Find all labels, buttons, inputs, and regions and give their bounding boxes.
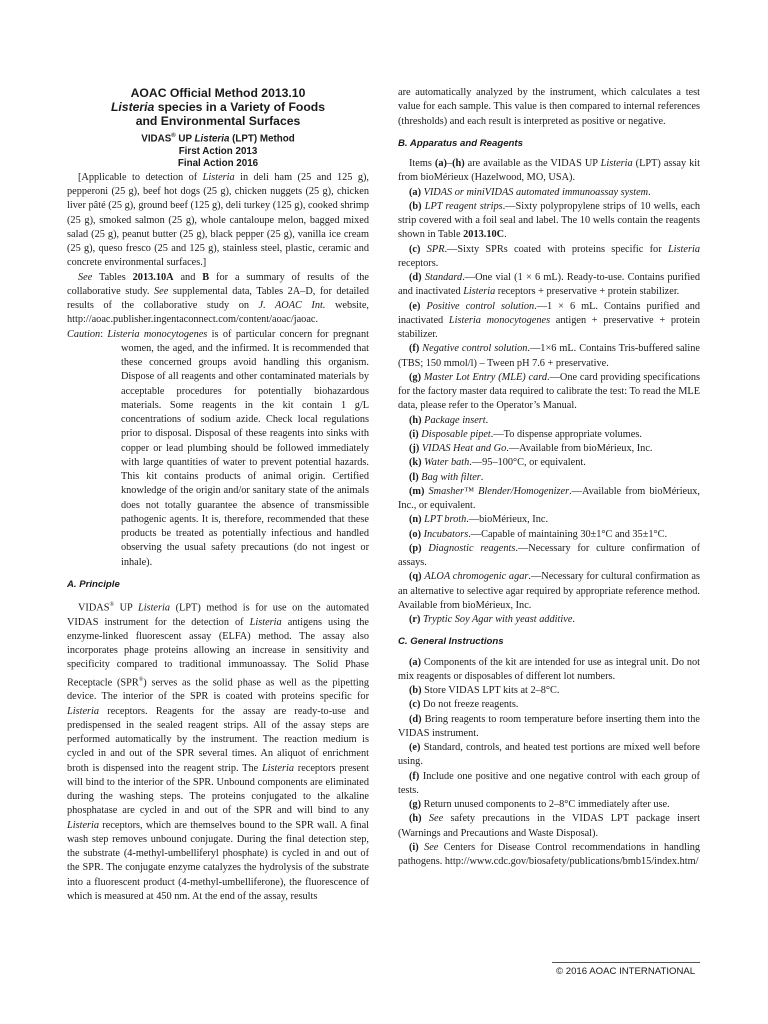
item-text: .—Necessary for culture confirmation of assays. xyxy=(398,542,700,568)
item-label: (n) xyxy=(409,514,422,526)
pr-h: receptors, which are themselves bound to the SPR wall. A final wash step removes unbound conjugate. During the final detection step, the substrate (4-methyl-umbelliferyl phosphate) is cycled in and out of the SPR. The conjugate enzyme catalyzes the hydrolysis of the substrate into a fluorescent product (4-methyl-umbelliferone), the fluorescence of which is measured at 450 nm. At the end of the assay, results xyxy=(67,819,369,902)
item-text: .—95–100°C, or equivalent. xyxy=(469,457,586,469)
pr-reg2: ® xyxy=(138,676,144,683)
item-table-ref: 2013.10C xyxy=(463,229,505,241)
item-name: Tryptic Soy Agar with yeast additive xyxy=(423,614,573,625)
instruction-item xyxy=(398,770,700,799)
item-text: Do not freeze reagents. xyxy=(420,699,519,711)
item-see: See xyxy=(424,841,439,853)
apparatus-item xyxy=(398,613,700,627)
bi-a: Items xyxy=(409,158,435,169)
section-c-heading: C. General Instructions xyxy=(398,636,504,648)
item-name: VIDAS or miniVIDAS automated immunoassay system xyxy=(423,186,649,198)
caution-text: is of particular concern for pregnant women, the aged, and the infirmed. It is recommended that these concerned groups avoid handling this organism. Dispose of all reagents and other contaminated materials by acceptable procedures for potentially biohazardous materials. Some reagents in the kit contain 1 g/L concentrations of sodium azide. Check local regulations prior to disposal. Disposal of these reagents into sinks with copper or lead plumbing should be followed immediately with large quantities of water to prevent potential hazards. This kit contains products of animal origin. Certified knowledge of the origin and/or sanitary state of the animals does not totally guarantee the absence of transmissible pathogenic agents. It is, therefore, recommended that these products be treated as potentially infectious and handled observing the usual safety precautions (do not ingest or inhale). xyxy=(121,328,370,568)
item-label: (e) xyxy=(409,300,421,312)
caution-label: Caution xyxy=(67,328,101,340)
pr-i3: Listeria xyxy=(67,705,100,717)
pr-reg: ® xyxy=(109,602,115,609)
item-name: Positive control solution xyxy=(426,300,535,312)
section-a-heading: A. Principle xyxy=(67,578,120,590)
applic-b: in deli ham (25 and 125 g), pepperoni (25 g), beef hot dogs (25 g), chicken nuggets (25 g), chicken liver pâté (25 g), ground beef (125 g), deli turkey (125 g), cooked shrimp (25 g), smoked salmon (25 g), whole cantaloupe melon, bagged mixed salad (25 g), peanut butter (25 g), black pepper (25 g), vanilla ice cream (25 g), queso fresco (25 and 125 g), stainless steel, plastic, ceramic and concrete environmental surfaces.] xyxy=(67,171,369,269)
item-label: (c) xyxy=(409,243,421,255)
bi-b2: (h) xyxy=(452,158,465,169)
principle-paragraph xyxy=(67,598,369,904)
see-i: See xyxy=(78,271,93,283)
caution-colon: : xyxy=(100,328,108,340)
item-text: .—Available from bioMérieux, Inc. xyxy=(506,443,653,454)
see-i2: See xyxy=(154,285,169,297)
caution-paragraph xyxy=(67,328,370,570)
item-text: .—One card providing specifications for the factory master data required to calibrate the test: To read the MLE data, please refer to the Operator’s Manual. xyxy=(398,371,700,412)
item-organism: Listeria monocytogenes xyxy=(448,314,551,326)
item-name: Disposable pipet xyxy=(421,428,491,440)
apparatus-item xyxy=(398,243,700,272)
applic-a: [Applicable to detection of xyxy=(78,171,203,183)
item-label: (h) xyxy=(409,414,422,426)
footer-rule xyxy=(552,962,700,963)
item-label: (a) xyxy=(409,656,422,668)
item-name: Smasher™ Blender/Homogenizer xyxy=(428,485,570,497)
item-label: (q) xyxy=(409,571,422,583)
item-name: Negative control solution xyxy=(422,343,528,355)
apparatus-item xyxy=(398,414,700,428)
pr-i2: Listeria xyxy=(249,616,282,628)
instruction-item xyxy=(398,656,700,685)
item-text: Include one positive and one negative control with each group of tests. xyxy=(398,770,700,796)
apparatus-item xyxy=(398,485,700,514)
apparatus-item xyxy=(398,471,700,485)
item-text: .—Sixty polypropylene strips of 10 wells, each strip covered with a foil seal and label. The 10 wells contain the reagents shown in Table xyxy=(398,200,701,241)
apparatus-item xyxy=(398,428,700,442)
item-label: (b) xyxy=(409,200,422,212)
item-label: (b) xyxy=(409,685,422,696)
pr-g: receptors present will bind to the interior of the SPR. Unbound components are eliminated during the washing steps. The proteins conjugated to the alkaline phosphatase are cycled in and out of the SPR and will bind to any xyxy=(67,762,370,817)
instructions-list xyxy=(398,656,700,870)
item-text: .—Necessary for cultural confirmation as an alternative to selective agar required by appropriate reference method. Available from bioMérieux, Inc. xyxy=(398,571,700,611)
item-label: (i) xyxy=(409,841,419,853)
apparatus-item xyxy=(398,542,700,571)
instruction-item xyxy=(398,812,700,841)
title-line-1-rest: species in a Variety of Foods xyxy=(154,100,326,114)
item-name: LPT reagent strips xyxy=(424,200,503,212)
apparatus-intro xyxy=(398,157,700,186)
item-name: SPR xyxy=(426,243,445,255)
item-text-tail: receptors. xyxy=(398,257,439,269)
item-name: Bag with filter xyxy=(421,471,481,483)
bi-e: (LPT) assay kit from bioMérieux (Hazelwood, MO, USA). xyxy=(398,158,701,184)
item-label: (f) xyxy=(409,343,420,355)
item-label: (m) xyxy=(409,485,425,497)
item-text: .—Available from bioMérieux, Inc., or equivalent. xyxy=(398,485,700,511)
item-label: (g) xyxy=(409,799,422,810)
item-label: (o) xyxy=(409,528,422,540)
item-organism: Listeria xyxy=(463,286,496,298)
item-text-tail: . xyxy=(504,229,507,241)
apparatus-item xyxy=(398,442,700,456)
bi-b1: (a) xyxy=(434,158,447,169)
item-name: LPT broth xyxy=(424,514,467,526)
see-b2: B xyxy=(202,271,210,283)
footer-copyright: © 2016 AOAC INTERNATIONAL xyxy=(556,966,696,977)
item-label: (i) xyxy=(409,428,419,440)
item-text: Store VIDAS LPT kits at 2–8°C. xyxy=(421,685,560,696)
item-text: safety precautions in the VIDAS LPT package insert (Warnings and Precautions and Waste Disposal). xyxy=(398,813,701,839)
instruction-item xyxy=(398,798,700,812)
apparatus-item xyxy=(398,271,700,300)
see-tables-paragraph xyxy=(67,271,369,328)
first-action: First Action 2013 xyxy=(178,145,258,157)
method-title-line-1 xyxy=(67,100,369,114)
caution-block xyxy=(67,328,369,570)
bi-d: are available as the VIDAS UP xyxy=(464,158,601,169)
item-text: . xyxy=(485,414,489,426)
pr-a: VIDAS xyxy=(78,602,110,614)
instruction-item xyxy=(398,841,700,870)
applicability-paragraph xyxy=(67,171,369,271)
method-title-line-2: and Environmental Surfaces xyxy=(135,114,301,128)
instruction-item xyxy=(398,684,700,698)
apparatus-item xyxy=(398,513,700,527)
apparatus-list xyxy=(398,186,700,628)
apparatus-item xyxy=(398,342,700,371)
apparatus-item xyxy=(398,456,700,470)
item-label: (d) xyxy=(409,272,422,283)
method-title-block xyxy=(67,86,369,171)
instruction-item xyxy=(398,713,700,742)
item-name: VIDAS Heat and Go xyxy=(421,443,507,454)
item-text: . xyxy=(572,614,575,625)
item-text: .—One vial (1 × 6 mL). Ready-to-use. Contains purified and inactivated xyxy=(398,272,701,298)
item-text: Return unused components to 2–8°C immediately after use. xyxy=(421,799,670,810)
apparatus-item xyxy=(398,570,700,613)
applic-i: Listeria xyxy=(202,171,235,183)
item-name: Standard xyxy=(424,272,463,283)
item-text: Bring reagents to room temperature before inserting them into the VIDAS instrument. xyxy=(398,713,700,739)
method-name-b: UP xyxy=(175,133,195,145)
item-text: Standard, controls, and heated test portions are mixed well before using. xyxy=(398,742,700,768)
item-label: (k) xyxy=(409,457,422,469)
pr-f: receptors. Reagents for the assay are ready-to-use and predispensed in the sealed reagent strips. All of the assay steps are performed automatically by the instrument. The reaction medium is cycled in and out of the SPR several times. An aliquot of enrichment broth is dispensed into the reagent strip. The xyxy=(67,705,369,774)
pr-i5: Listeria xyxy=(67,819,100,831)
item-label: (l) xyxy=(409,471,419,483)
item-see: See xyxy=(428,813,444,825)
item-label: (p) xyxy=(409,542,422,554)
title-genus: Listeria xyxy=(110,100,155,114)
item-label: (c) xyxy=(409,699,421,711)
see-a: Tables xyxy=(92,271,133,283)
see-f: website, http://aoac.publisher.ingentaconnect.com/content/aoac/jaoac. xyxy=(67,300,369,326)
item-label: (h) xyxy=(409,813,422,825)
bi-c: – xyxy=(446,158,453,169)
section-b-heading: B. Apparatus and Reagents xyxy=(398,137,523,149)
see-i3: J. AOAC Int. xyxy=(258,300,326,312)
item-name: Diagnostic reagents xyxy=(428,542,516,554)
apparatus-item xyxy=(398,371,700,414)
item-text-tail: receptors + preservative + protein stabilizer. xyxy=(495,286,680,298)
item-label: (d) xyxy=(409,713,422,725)
item-label: (f) xyxy=(409,770,420,782)
method-name xyxy=(67,130,369,146)
see-d: for a summary of results of the collaborative study. xyxy=(67,271,369,297)
item-label: (g) xyxy=(409,371,422,383)
item-name: Package insert xyxy=(424,414,486,426)
item-label: (r) xyxy=(409,614,421,625)
right-column xyxy=(398,86,700,869)
pr-i1: Listeria xyxy=(137,602,171,614)
pr-b: UP xyxy=(114,602,138,614)
pr-c: (LPT) method is for use on the automated VIDAS instrument for the detection of xyxy=(67,602,369,628)
item-name: Incubators xyxy=(423,528,469,540)
instruction-item xyxy=(398,741,700,770)
item-name: Master Lot Entry (MLE) card xyxy=(423,371,548,383)
see-e: supplemental data, Tables 2A–D, for detailed results of the collaborative study on xyxy=(67,285,369,312)
item-text: . xyxy=(480,471,484,483)
method-name-genus: Listeria xyxy=(194,133,230,145)
pr-i4: Listeria xyxy=(261,762,294,774)
item-text: .—1×6 mL. Contains Tris-buffered saline (TBS; 150 mmol/l) – Tween pH 7.6 + preservative. xyxy=(398,343,701,369)
item-text: .—1 × 6 mL. Contains purified and inactivated xyxy=(398,300,700,326)
pr-d: antigens using the enzyme-linked fluorescent assay (ELFA) method. The assay also incorporates phage proteins allowing an increase in sensitivity and specificity compared to traditional immunoassay. The Solid Phase Receptacle (SPR xyxy=(67,616,369,689)
item-text: .—Capable of maintaining 30±1°C and 35±1°C. xyxy=(468,528,668,540)
instruction-item xyxy=(398,698,700,712)
method-number: AOAC Official Method 2013.10 xyxy=(130,86,306,100)
item-text: Components of the kit are intended for use as integral unit. Do not mix reagents or disposables of different lot numbers. xyxy=(398,656,700,682)
left-column xyxy=(67,86,369,904)
method-name-reg: ® xyxy=(171,133,176,139)
pr-e: ) serves as the solid phase as well as the pipetting device. The interior of the SPR is coated with proteins specific for xyxy=(67,677,369,703)
item-label: (j) xyxy=(409,443,420,454)
item-label: (a) xyxy=(409,186,422,198)
apparatus-item xyxy=(398,200,700,243)
principle-continuation: are automatically analyzed by the instrument, which calculates a test value for each sample. This value is then compared to internal references (thresholds) and each result is interpreted as positive or negative. xyxy=(398,87,700,127)
item-text: Centers for Disease Control recommendations in handling pathogens. http://www.cdc.gov/biosafety/publications/bmb15/index.htm/ xyxy=(398,841,700,867)
bi-i: Listeria xyxy=(600,158,633,169)
see-c: and xyxy=(173,271,203,283)
apparatus-item xyxy=(398,186,700,200)
item-text: . xyxy=(648,186,651,198)
method-name-c: (LPT) Method xyxy=(229,133,295,145)
item-name: Water bath xyxy=(424,457,470,469)
final-action: Final Action 2016 xyxy=(177,158,259,170)
item-text: .—bioMérieux, Inc. xyxy=(466,514,549,526)
item-name: ALOA chromogenic agar xyxy=(424,571,529,583)
caution-organism: Listeria monocytogenes xyxy=(107,328,208,340)
item-organism: Listeria xyxy=(667,243,700,255)
apparatus-item xyxy=(398,300,700,343)
method-name-a: VIDAS xyxy=(141,133,172,145)
item-text-tail: antigen + preservative + protein stabilizer. xyxy=(398,314,700,340)
item-text: .—To dispense appropriate volumes. xyxy=(490,428,642,440)
apparatus-item xyxy=(398,528,700,542)
see-b1: 2013.10A xyxy=(132,271,174,283)
item-text: .—Sixty SPRs coated with proteins specific for xyxy=(444,243,668,255)
item-label: (e) xyxy=(409,742,421,753)
